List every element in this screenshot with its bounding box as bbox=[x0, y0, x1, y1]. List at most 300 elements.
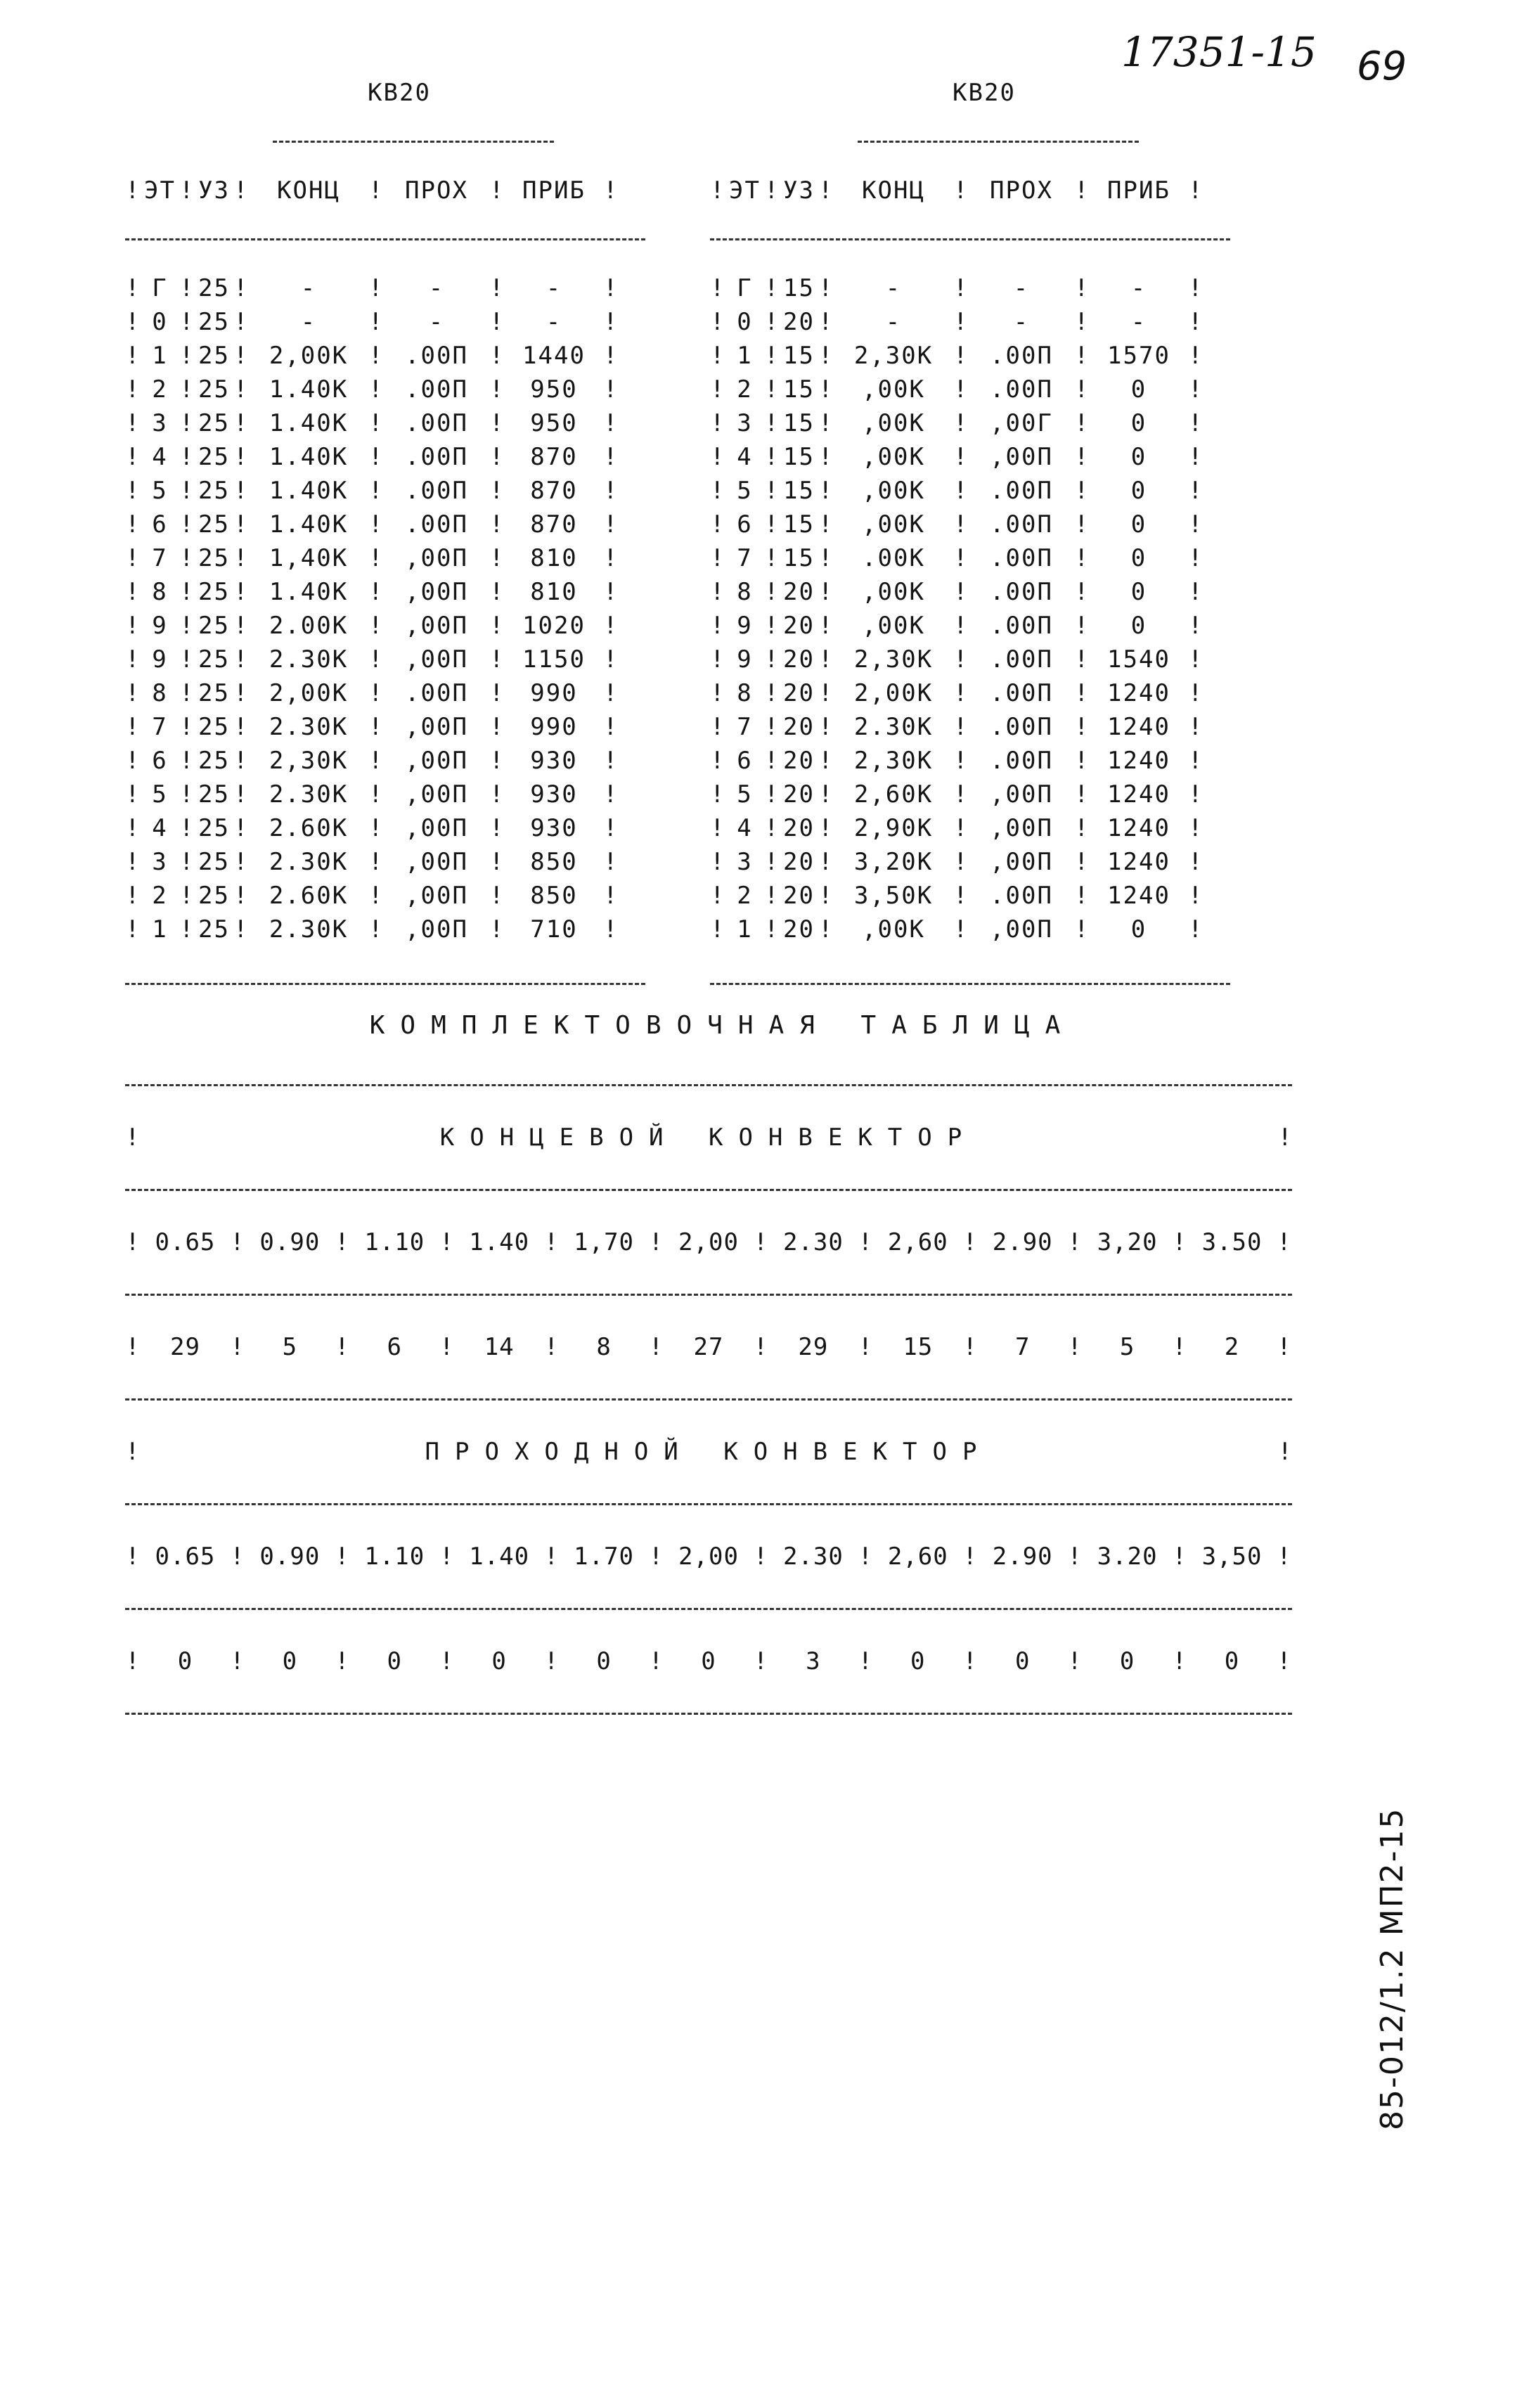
table-cell: 2,30К bbox=[853, 342, 934, 370]
table-cell: 810 bbox=[530, 544, 578, 572]
column-separator: ! bbox=[764, 848, 780, 876]
pass-size-cell: 1.40 bbox=[469, 1543, 530, 1571]
column-separator: ! bbox=[179, 713, 195, 741]
table-cell: 25 bbox=[198, 443, 230, 471]
table-cell: 0 bbox=[1130, 544, 1147, 572]
table-cell: 1240 bbox=[1107, 848, 1170, 876]
column-separator: ! bbox=[603, 713, 619, 741]
table-cell: ,00П bbox=[405, 915, 468, 944]
column-separator: ! bbox=[1188, 915, 1204, 944]
pass-count-cell: 0 bbox=[1224, 1647, 1240, 1675]
column-separator: ! bbox=[1074, 612, 1090, 640]
column-separator: ! bbox=[230, 1647, 245, 1675]
table-cell: 1240 bbox=[1107, 780, 1170, 809]
column-separator: ! bbox=[125, 443, 141, 471]
table-cell: ,00П bbox=[405, 747, 468, 775]
column-separator: ! bbox=[233, 544, 250, 572]
table-cell: 15 bbox=[783, 544, 815, 572]
column-separator: ! bbox=[818, 544, 834, 572]
table-row bbox=[710, 845, 1230, 879]
pass-size-cell: 3,50 bbox=[1201, 1543, 1263, 1571]
column-separator: ! bbox=[764, 713, 780, 741]
table-cell: ,00П bbox=[990, 848, 1053, 876]
column-separator: ! bbox=[710, 747, 726, 775]
table-cell: 15 bbox=[783, 375, 815, 404]
table-cell: 1020 bbox=[522, 612, 586, 640]
table-cell: 1.40К bbox=[269, 375, 349, 404]
header-прох: ПРОХ bbox=[990, 176, 1053, 205]
column-separator: ! bbox=[953, 780, 969, 809]
table-row bbox=[710, 406, 1230, 440]
pass-count-cell: 0 bbox=[282, 1647, 298, 1675]
column-separator: ! bbox=[489, 578, 505, 606]
column-separator: ! bbox=[179, 176, 195, 205]
right-header-divider bbox=[710, 238, 1230, 240]
table-cell: 2.30К bbox=[269, 848, 349, 876]
column-separator: ! bbox=[953, 375, 969, 404]
column-separator: ! bbox=[179, 274, 195, 302]
column-separator: ! bbox=[439, 1228, 455, 1256]
column-separator: ! bbox=[710, 308, 726, 336]
table-cell: 2,00К bbox=[269, 679, 349, 707]
table-cell: .00П bbox=[405, 510, 468, 539]
table-cell: 1 bbox=[152, 915, 168, 944]
column-separator: ! bbox=[233, 375, 250, 404]
column-separator: ! bbox=[179, 848, 195, 876]
column-separator: ! bbox=[125, 308, 141, 336]
column-separator: ! bbox=[710, 780, 726, 809]
table-cell: ,00К bbox=[862, 915, 925, 944]
table-cell: - bbox=[546, 308, 562, 336]
table-cell: 8 bbox=[152, 679, 168, 707]
column-separator: ! bbox=[818, 274, 834, 302]
right-table-header bbox=[710, 174, 1230, 207]
column-separator: ! bbox=[818, 814, 834, 842]
table-cell: 25 bbox=[198, 814, 230, 842]
column-separator: ! bbox=[603, 544, 619, 572]
column-separator: ! bbox=[489, 915, 505, 944]
column-separator: ! bbox=[233, 814, 250, 842]
column-separator: ! bbox=[603, 375, 619, 404]
table-cell: 9 bbox=[737, 612, 753, 640]
column-separator: ! bbox=[489, 882, 505, 910]
table-row bbox=[710, 541, 1230, 575]
column-separator: ! bbox=[125, 544, 141, 572]
column-separator: ! bbox=[1188, 679, 1204, 707]
column-separator: ! bbox=[818, 342, 834, 370]
column-separator: ! bbox=[1277, 1228, 1292, 1256]
table-row bbox=[125, 406, 645, 440]
table-cell: 25 bbox=[198, 342, 230, 370]
column-separator: ! bbox=[710, 477, 726, 505]
left-table-body bbox=[125, 271, 645, 946]
column-separator: ! bbox=[818, 510, 834, 539]
table-cell: .00П bbox=[990, 882, 1053, 910]
column-separator: ! bbox=[764, 780, 780, 809]
table-row bbox=[710, 339, 1230, 373]
pass-size-cell: 2,60 bbox=[887, 1543, 948, 1571]
table-cell: 20 bbox=[783, 713, 815, 741]
table-cell: Г bbox=[152, 274, 168, 302]
column-separator: ! bbox=[710, 274, 726, 302]
column-separator: ! bbox=[1188, 882, 1204, 910]
column-separator: ! bbox=[603, 747, 619, 775]
end-count-cell: 14 bbox=[484, 1333, 515, 1361]
table-cell: 1540 bbox=[1107, 645, 1170, 674]
column-separator: ! bbox=[1074, 814, 1090, 842]
end-right-bar: ! bbox=[1277, 1123, 1292, 1152]
table-cell: 7 bbox=[152, 713, 168, 741]
column-separator: ! bbox=[1277, 1647, 1292, 1675]
column-separator: ! bbox=[710, 679, 726, 707]
pass-size-cell: 0.65 bbox=[155, 1543, 216, 1571]
column-separator: ! bbox=[233, 780, 250, 809]
table-cell: 25 bbox=[198, 375, 230, 404]
column-separator: ! bbox=[603, 679, 619, 707]
header-уз: УЗ bbox=[198, 176, 230, 205]
column-separator: ! bbox=[489, 342, 505, 370]
table-cell: 2.60К bbox=[269, 882, 349, 910]
column-separator: ! bbox=[818, 375, 834, 404]
table-row bbox=[125, 474, 645, 508]
column-separator: ! bbox=[368, 308, 385, 336]
column-separator: ! bbox=[603, 612, 619, 640]
table-cell: 3 bbox=[152, 409, 168, 437]
table-cell: 3,20К bbox=[853, 848, 934, 876]
column-separator: ! bbox=[603, 848, 619, 876]
table-cell: 25 bbox=[198, 578, 230, 606]
column-separator: ! bbox=[1188, 308, 1204, 336]
column-separator: ! bbox=[764, 274, 780, 302]
column-separator: ! bbox=[603, 443, 619, 471]
column-separator: ! bbox=[1074, 848, 1090, 876]
column-separator: ! bbox=[1067, 1333, 1083, 1361]
column-separator: ! bbox=[439, 1647, 455, 1675]
table-cell: 4 bbox=[152, 443, 168, 471]
column-separator: ! bbox=[489, 510, 505, 539]
column-separator: ! bbox=[648, 1647, 664, 1675]
column-separator: ! bbox=[1172, 1228, 1187, 1256]
table-cell: 2 bbox=[737, 375, 753, 404]
column-separator: ! bbox=[1074, 882, 1090, 910]
column-separator: ! bbox=[1074, 477, 1090, 505]
right-title-divider bbox=[858, 141, 1139, 143]
end-left-bar: ! bbox=[125, 1123, 140, 1152]
table-cell: - bbox=[300, 274, 317, 302]
column-separator: ! bbox=[1188, 780, 1204, 809]
table-row bbox=[710, 676, 1230, 710]
column-separator: ! bbox=[233, 274, 250, 302]
pass-count-cell: 0 bbox=[491, 1647, 507, 1675]
column-separator: ! bbox=[1188, 612, 1204, 640]
end-sizes-row bbox=[125, 1222, 1292, 1263]
column-separator: ! bbox=[335, 1333, 350, 1361]
table-cell: 0 bbox=[1130, 477, 1147, 505]
column-separator: ! bbox=[368, 375, 385, 404]
side-stamp: 85-012/1.2 МП2-15 bbox=[1374, 1807, 1410, 2130]
column-separator: ! bbox=[489, 443, 505, 471]
column-separator: ! bbox=[489, 544, 505, 572]
column-separator: ! bbox=[1172, 1543, 1187, 1571]
table-row bbox=[125, 676, 645, 710]
table-cell: 870 bbox=[530, 477, 578, 505]
table-cell: 6 bbox=[152, 510, 168, 539]
table-row bbox=[125, 913, 645, 946]
column-separator: ! bbox=[179, 443, 195, 471]
column-separator: ! bbox=[603, 308, 619, 336]
column-separator: ! bbox=[179, 342, 195, 370]
table-cell: 0 bbox=[1130, 443, 1147, 471]
kit-divider-5 bbox=[125, 1503, 1292, 1505]
column-separator: ! bbox=[1188, 176, 1204, 205]
table-cell: 25 bbox=[198, 409, 230, 437]
column-separator: ! bbox=[543, 1647, 560, 1675]
column-separator: ! bbox=[1074, 274, 1090, 302]
table-cell: 2 bbox=[737, 882, 753, 910]
table-cell: - bbox=[1130, 308, 1147, 336]
header-конц: КОНЦ bbox=[277, 176, 340, 205]
column-separator: ! bbox=[953, 814, 969, 842]
table-cell: 950 bbox=[530, 375, 578, 404]
table-cell: ,00Г bbox=[990, 409, 1053, 437]
column-separator: ! bbox=[125, 747, 141, 775]
column-separator: ! bbox=[953, 679, 969, 707]
column-separator: ! bbox=[953, 915, 969, 944]
table-cell: 3 bbox=[737, 848, 753, 876]
column-separator: ! bbox=[489, 679, 505, 707]
pass-size-cell: 2,00 bbox=[678, 1543, 739, 1571]
column-separator: ! bbox=[1067, 1543, 1083, 1571]
end-count-cell: 29 bbox=[169, 1333, 200, 1361]
column-separator: ! bbox=[953, 443, 969, 471]
column-separator: ! bbox=[1074, 747, 1090, 775]
column-separator: ! bbox=[953, 510, 969, 539]
table-cell: 9 bbox=[737, 645, 753, 674]
column-separator: ! bbox=[233, 342, 250, 370]
column-separator: ! bbox=[1188, 848, 1204, 876]
table-cell: .00П bbox=[990, 713, 1053, 741]
end-count-cell: 29 bbox=[798, 1333, 829, 1361]
column-separator: ! bbox=[858, 1228, 874, 1256]
table-cell: 0 bbox=[1130, 375, 1147, 404]
column-separator: ! bbox=[233, 848, 250, 876]
table-cell: 1150 bbox=[522, 645, 586, 674]
column-separator: ! bbox=[125, 1543, 141, 1571]
column-separator: ! bbox=[953, 342, 969, 370]
table-cell: 25 bbox=[198, 713, 230, 741]
table-row bbox=[710, 710, 1230, 744]
column-separator: ! bbox=[233, 747, 250, 775]
column-separator: ! bbox=[368, 747, 385, 775]
table-cell: .00П bbox=[990, 477, 1053, 505]
table-cell: 0 bbox=[1130, 578, 1147, 606]
table-cell: 2.30К bbox=[269, 713, 349, 741]
column-separator: ! bbox=[179, 645, 195, 674]
table-cell: 20 bbox=[783, 882, 815, 910]
table-cell: ,00П bbox=[990, 915, 1053, 944]
column-separator: ! bbox=[764, 612, 780, 640]
table-cell: 25 bbox=[198, 645, 230, 674]
table-row bbox=[125, 373, 645, 406]
table-cell: 2,30К bbox=[269, 747, 349, 775]
column-separator: ! bbox=[179, 679, 195, 707]
column-separator: ! bbox=[953, 645, 969, 674]
column-separator: ! bbox=[368, 176, 385, 205]
table-cell: .00П bbox=[405, 409, 468, 437]
column-separator: ! bbox=[179, 409, 195, 437]
column-separator: ! bbox=[179, 375, 195, 404]
pass-counts-row bbox=[125, 1641, 1292, 1682]
column-separator: ! bbox=[233, 477, 250, 505]
column-separator: ! bbox=[125, 1333, 141, 1361]
table-row bbox=[710, 879, 1230, 913]
pass-count-cell: 0 bbox=[387, 1647, 402, 1675]
column-separator: ! bbox=[1067, 1228, 1083, 1256]
end-size-cell: 1.10 bbox=[364, 1228, 425, 1256]
column-separator: ! bbox=[368, 814, 385, 842]
table-cell: .00П bbox=[990, 645, 1053, 674]
column-separator: ! bbox=[818, 713, 834, 741]
table-cell: 1,40К bbox=[269, 544, 349, 572]
column-separator: ! bbox=[368, 645, 385, 674]
column-separator: ! bbox=[543, 1228, 560, 1256]
table-cell: 25 bbox=[198, 477, 230, 505]
column-separator: ! bbox=[764, 814, 780, 842]
pass-sizes-row bbox=[125, 1536, 1292, 1577]
table-cell: .00П bbox=[405, 443, 468, 471]
column-separator: ! bbox=[233, 612, 250, 640]
column-separator: ! bbox=[1074, 342, 1090, 370]
column-separator: ! bbox=[710, 915, 726, 944]
table-cell: 20 bbox=[783, 814, 815, 842]
table-cell: .00П bbox=[405, 375, 468, 404]
column-separator: ! bbox=[368, 780, 385, 809]
table-row bbox=[125, 811, 645, 845]
table-row bbox=[710, 609, 1230, 643]
kit-divider-3 bbox=[125, 1294, 1292, 1296]
column-separator: ! bbox=[1074, 409, 1090, 437]
column-separator: ! bbox=[233, 176, 250, 205]
column-separator: ! bbox=[858, 1543, 874, 1571]
column-separator: ! bbox=[603, 645, 619, 674]
column-separator: ! bbox=[818, 409, 834, 437]
column-separator: ! bbox=[953, 176, 969, 205]
column-separator: ! bbox=[818, 176, 834, 205]
table-cell: .00К bbox=[862, 544, 925, 572]
column-separator: ! bbox=[648, 1333, 664, 1361]
table-row bbox=[125, 440, 645, 474]
column-separator: ! bbox=[1188, 274, 1204, 302]
table-cell: 25 bbox=[198, 848, 230, 876]
column-separator: ! bbox=[125, 342, 141, 370]
end-size-cell: 3.50 bbox=[1201, 1228, 1263, 1256]
column-separator: ! bbox=[818, 882, 834, 910]
table-cell: 2.00К bbox=[269, 612, 349, 640]
column-separator: ! bbox=[179, 780, 195, 809]
left-table-title-row bbox=[125, 76, 645, 110]
column-separator: ! bbox=[603, 176, 619, 205]
column-separator: ! bbox=[962, 1647, 978, 1675]
column-separator: ! bbox=[1074, 176, 1090, 205]
table-cell: 6 bbox=[737, 510, 753, 539]
table-cell: 710 bbox=[530, 915, 578, 944]
table-cell: 870 bbox=[530, 443, 578, 471]
table-cell: 25 bbox=[198, 915, 230, 944]
table-cell: .00П bbox=[990, 510, 1053, 539]
table-cell: ,00К bbox=[862, 612, 925, 640]
table-cell: ,00П bbox=[990, 443, 1053, 471]
column-separator: ! bbox=[233, 882, 250, 910]
table-cell: ,00К bbox=[862, 578, 925, 606]
table-cell: 7 bbox=[737, 713, 753, 741]
end-convector-label: КОНЦЕВОЙ КОНВЕКТОР bbox=[439, 1123, 978, 1152]
table-cell: 25 bbox=[198, 510, 230, 539]
table-cell: 20 bbox=[783, 915, 815, 944]
table-cell: 5 bbox=[152, 780, 168, 809]
right-table-body bbox=[710, 271, 1230, 946]
column-separator: ! bbox=[489, 409, 505, 437]
column-separator: ! bbox=[1074, 780, 1090, 809]
pass-count-cell: 3 bbox=[806, 1647, 821, 1675]
column-separator: ! bbox=[818, 780, 834, 809]
header-прох: ПРОХ bbox=[405, 176, 468, 205]
table-cell: 930 bbox=[530, 814, 578, 842]
table-cell: ,00К bbox=[862, 375, 925, 404]
column-separator: ! bbox=[710, 342, 726, 370]
column-separator: ! bbox=[368, 848, 385, 876]
table-row bbox=[710, 811, 1230, 845]
column-separator: ! bbox=[818, 578, 834, 606]
column-separator: ! bbox=[603, 915, 619, 944]
end-size-cell: 0.90 bbox=[259, 1228, 321, 1256]
column-separator: ! bbox=[710, 848, 726, 876]
column-separator: ! bbox=[1188, 814, 1204, 842]
column-separator: ! bbox=[489, 645, 505, 674]
column-separator: ! bbox=[603, 409, 619, 437]
table-cell: 2,00К bbox=[853, 679, 934, 707]
column-separator: ! bbox=[368, 409, 385, 437]
table-cell: 1440 bbox=[522, 342, 586, 370]
table-cell: ,00П bbox=[405, 544, 468, 572]
end-count-cell: 2 bbox=[1224, 1333, 1240, 1361]
column-separator: ! bbox=[953, 477, 969, 505]
column-separator: ! bbox=[489, 308, 505, 336]
column-separator: ! bbox=[125, 645, 141, 674]
table-cell: 3 bbox=[152, 848, 168, 876]
column-separator: ! bbox=[710, 882, 726, 910]
column-separator: ! bbox=[953, 308, 969, 336]
table-cell: - bbox=[885, 274, 902, 302]
column-separator: ! bbox=[125, 578, 141, 606]
table-cell: ,00П bbox=[405, 780, 468, 809]
table-cell: .00П bbox=[990, 679, 1053, 707]
column-separator: ! bbox=[764, 477, 780, 505]
table-row bbox=[125, 710, 645, 744]
table-row bbox=[710, 508, 1230, 541]
table-cell: 20 bbox=[783, 747, 815, 775]
column-separator: ! bbox=[1067, 1647, 1083, 1675]
table-cell: 2 bbox=[152, 882, 168, 910]
table-cell: 1240 bbox=[1107, 814, 1170, 842]
end-count-cell: 7 bbox=[1014, 1333, 1031, 1361]
table-cell: ,00П bbox=[405, 814, 468, 842]
header-конц: КОНЦ bbox=[862, 176, 925, 205]
end-count-cell: 5 bbox=[282, 1333, 298, 1361]
table-cell: 25 bbox=[198, 882, 230, 910]
pass-size-cell: 2.90 bbox=[992, 1543, 1053, 1571]
table-cell: ,00П bbox=[405, 578, 468, 606]
end-size-cell: 2,60 bbox=[887, 1228, 948, 1256]
